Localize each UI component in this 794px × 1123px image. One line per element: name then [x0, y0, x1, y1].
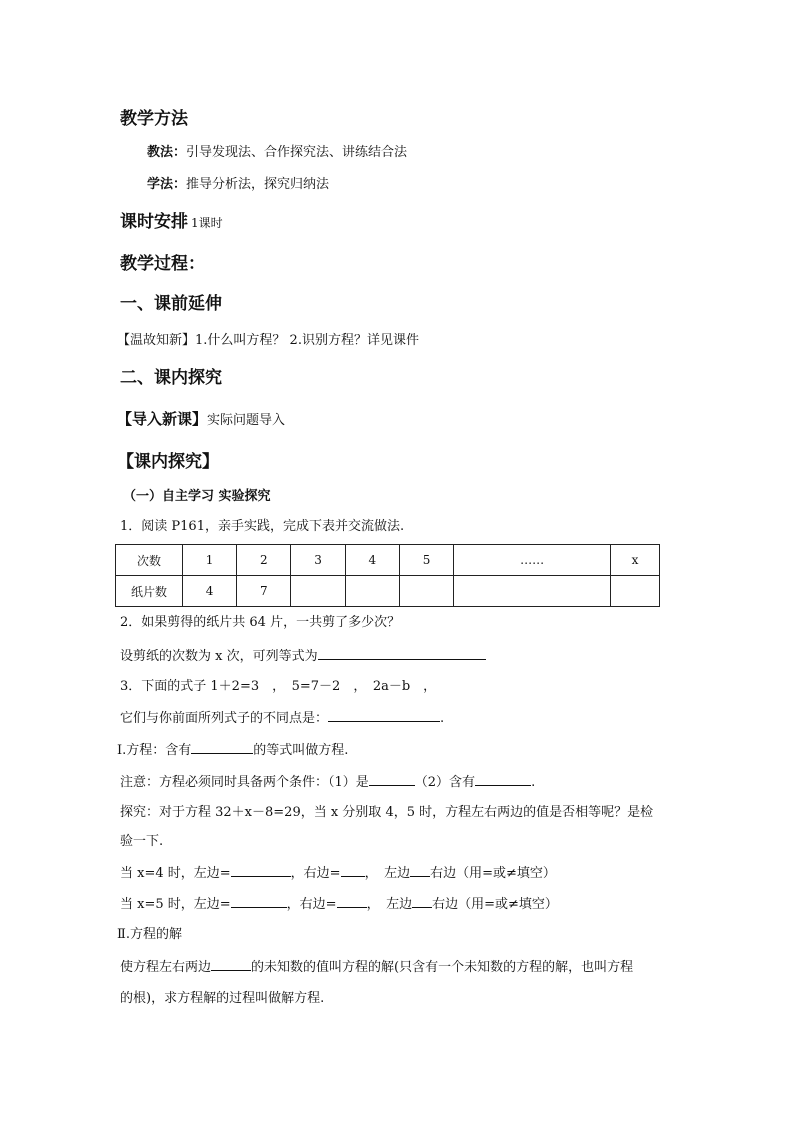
- table-cell: 次数: [116, 545, 183, 576]
- review-text: 1.什么叫方程？ 2.识别方程？详见课件: [195, 333, 419, 348]
- answer-blank[interactable]: [191, 741, 253, 754]
- table-cell: 3: [291, 545, 345, 576]
- table-cell[interactable]: [611, 576, 660, 607]
- note-line: [120, 773, 535, 792]
- schedule-title: 课时安排: [120, 212, 188, 232]
- x5-post: 右边（用=或≠填空）: [432, 897, 558, 912]
- x5-mid2: ， 左边: [366, 897, 413, 912]
- part2-title: 二、课内探究: [120, 368, 222, 388]
- review-label: 【温故知新】: [117, 333, 196, 348]
- table-cell[interactable]: [454, 576, 611, 607]
- student-method-line: [147, 176, 329, 194]
- definition-2-line-2: 的根)，求方程解的过程叫做解方程.: [120, 991, 325, 1006]
- schedule-line: [120, 211, 223, 233]
- question-2-sub: [120, 647, 486, 666]
- x4-post: 右边（用=或≠填空）: [430, 866, 556, 881]
- answer-blank[interactable]: [211, 958, 251, 971]
- table-cell: 4: [183, 576, 237, 607]
- student-method-label: 学法：: [147, 177, 187, 192]
- answer-blank[interactable]: [231, 895, 287, 908]
- definition-1-post: 的等式叫做方程.: [253, 743, 349, 758]
- definition-1-pre: Ⅰ.方程：含有: [117, 743, 192, 758]
- question-3-sub-text: 它们与你前面所列式子的不同点是：: [120, 711, 329, 726]
- table-body: [116, 545, 660, 607]
- definition-2-line-1-pre: 使方程左右两边: [120, 960, 212, 975]
- question-2-sub-text: 设剪纸的次数为 x 次，可列等式为: [120, 649, 318, 664]
- table-cell: 纸片数: [116, 576, 183, 607]
- question-2: 2．如果剪得的纸片共 64 片，一共剪了多少次？: [120, 615, 401, 630]
- process-title: 教学过程：: [120, 254, 205, 274]
- definition-1: [117, 741, 348, 760]
- x5-pre: 当 x=5 时，左边=: [120, 897, 231, 912]
- answer-blank[interactable]: [412, 895, 432, 908]
- sub1-title: （一）自主学习 实验探究: [123, 489, 271, 504]
- answer-blank[interactable]: [475, 773, 531, 786]
- part1-title: 一、课前延伸: [120, 294, 222, 314]
- review-line: [117, 332, 419, 350]
- table-cell[interactable]: [291, 576, 345, 607]
- answer-blank[interactable]: [318, 647, 486, 660]
- table-cell: 4: [345, 545, 399, 576]
- x4-line: [120, 864, 556, 883]
- definition-2-line-1: [120, 958, 633, 977]
- table-cell: 1: [183, 545, 237, 576]
- note-end: .: [531, 775, 536, 790]
- teacher-method-line: [147, 144, 407, 162]
- x5-line: [120, 895, 558, 914]
- note-mid: （2）含有: [414, 775, 476, 790]
- question-3-sub: [120, 709, 444, 728]
- answer-blank[interactable]: [341, 864, 365, 877]
- table-cell: x: [611, 545, 660, 576]
- table-cell: 2: [237, 545, 291, 576]
- teacher-method-text: 引导发现法、合作探究法、讲练结合法: [186, 145, 408, 160]
- explore-line-2: 验一下.: [120, 834, 164, 849]
- explore-label: 【课内探究】: [117, 452, 219, 472]
- x4-mid: ，右边=: [290, 866, 341, 881]
- table-cell[interactable]: [345, 576, 399, 607]
- cutting-table: [115, 544, 660, 607]
- teacher-method-label: 教法：: [147, 145, 187, 160]
- explore-line-1: 探究：对于方程 32＋x－8=29，当 x 分别取 4，5 时，方程左右两边的值是否相等呢？是检: [120, 805, 654, 820]
- student-method-text: 推导分析法，探究归纳法: [186, 177, 330, 192]
- answer-blank[interactable]: [369, 773, 415, 786]
- schedule-text: 1课时: [191, 216, 223, 230]
- table-cell: ……: [454, 545, 611, 576]
- x4-mid2: ， 左边: [364, 866, 411, 881]
- question-1: 1．阅读 P161，亲手实践，完成下表并交流做法.: [120, 519, 405, 534]
- intro-label: 【导入新课】: [117, 410, 208, 428]
- question-3: 3．下面的式子 1＋2=3 ， 5=7－2 ， 2a－b ，: [120, 679, 437, 694]
- intro-line: [117, 410, 285, 430]
- table-row: [116, 576, 660, 607]
- note-pre: 注意：方程必须同时具备两个条件：（1）是: [120, 775, 369, 790]
- answer-blank[interactable]: [410, 864, 430, 877]
- table-row: [116, 545, 660, 576]
- intro-text: 实际问题导入: [207, 413, 286, 428]
- table-cell: 5: [399, 545, 453, 576]
- answer-blank[interactable]: [231, 864, 291, 877]
- table-cell[interactable]: [399, 576, 453, 607]
- definition-2-title: Ⅱ.方程的解: [117, 927, 182, 942]
- x4-pre: 当 x=4 时，左边=: [120, 866, 231, 881]
- x5-mid: ，右边=: [286, 897, 337, 912]
- definition-2-line-1-post: 的未知数的值叫方程的解(只含有一个未知数的方程的解，也叫方程: [251, 960, 634, 975]
- answer-blank[interactable]: [328, 709, 440, 722]
- table-cell: 7: [237, 576, 291, 607]
- question-3-end: .: [440, 711, 445, 726]
- teaching-method-title: 教学方法: [120, 109, 188, 129]
- answer-blank[interactable]: [337, 895, 367, 908]
